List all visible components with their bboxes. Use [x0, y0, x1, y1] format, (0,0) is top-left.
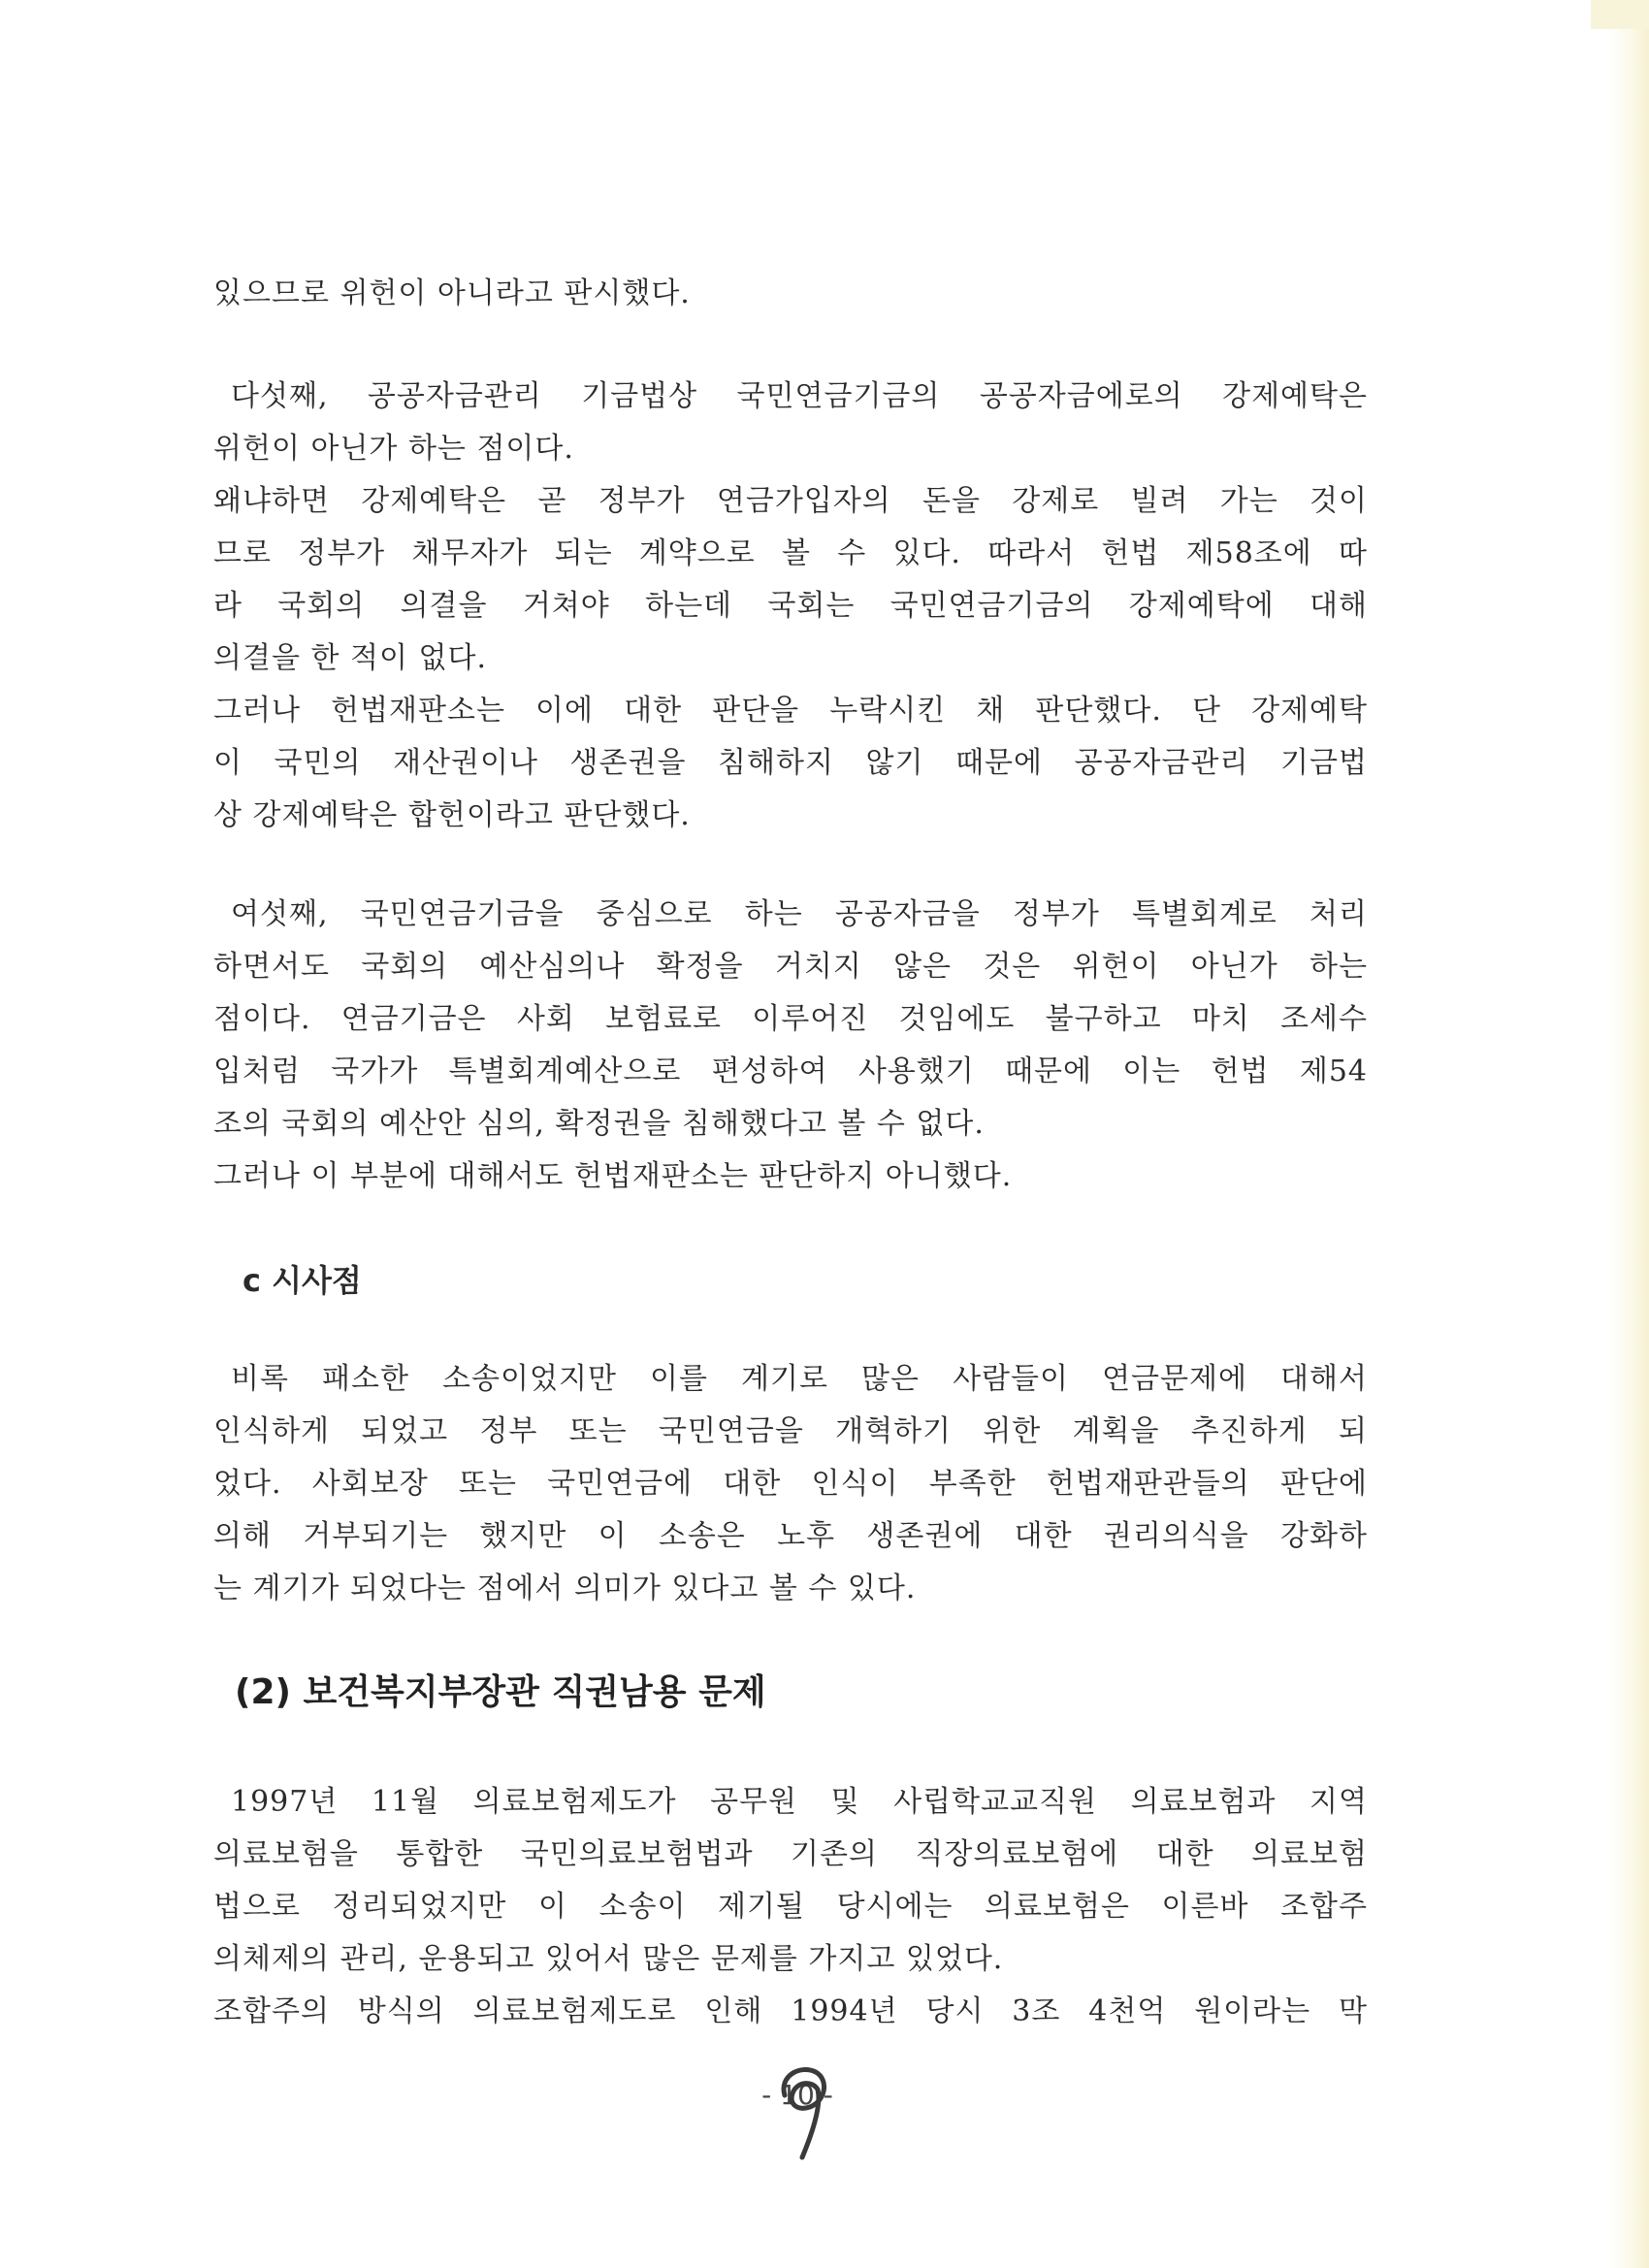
- paragraph-line: 다섯째, 공공자금관리 기금법상 국민연금기금의 공공자금에로의 강제예탁은: [231, 379, 1368, 413]
- paragraph-line: 법으로 정리되었지만 이 소송이 제기될 당시에는 의료보험은 이른바 조합주: [213, 1890, 1368, 1924]
- scan-corner-tint: [1591, 0, 1649, 29]
- paragraph-line: 이 국민의 재산권이나 생존권을 침해하지 않기 때문에 공공자금관리 기금법: [213, 746, 1368, 780]
- subheading-implications: c 시사점: [242, 1262, 362, 1299]
- paragraph-line: 었다. 사회보장 또는 국민연금에 대한 인식이 부족한 헌법재판관들의 판단에: [213, 1467, 1368, 1501]
- paragraph-line: 의해 거부되기는 했지만 이 소송은 노후 생존권에 대한 권리의식을 강화하: [213, 1519, 1368, 1553]
- handwritten-number-mark: [771, 2057, 839, 2163]
- paragraph-line: 점이다. 연금기금은 사회 보험료로 이루어진 것임에도 불구하고 마치 조세수: [213, 1002, 1368, 1036]
- scan-paper-edge: [1610, 0, 1649, 2268]
- paragraph-line: 그러나 헌법재판소는 이에 대한 판단을 누락시킨 채 판단했다. 단 강제예탁: [213, 694, 1368, 728]
- paragraph-line: 하면서도 국회의 예산심의나 확정을 거치지 않은 것은 위헌이 아닌가 하는: [213, 950, 1368, 984]
- paragraph-line: 는 계기가 되었다는 점에서 의미가 있다고 볼 수 있다.: [213, 1571, 917, 1605]
- paragraph-line: 1997년 11월 의료보험제도가 공무원 및 사립학교교직원 의료보험과 지역: [231, 1785, 1368, 1819]
- paragraph-line: 그러나 이 부분에 대해서도 헌법재판소는 판단하지 아니했다.: [213, 1159, 1013, 1193]
- paragraph-line: 의결을 한 적이 없다.: [213, 641, 487, 675]
- paragraph-line: 위헌이 아닌가 하는 점이다.: [213, 432, 574, 466]
- paragraph-line: 상 강제예탁은 합헌이라고 판단했다.: [213, 798, 691, 832]
- paragraph-line: 왜냐하면 강제예탁은 곧 정부가 연금가입자의 돈을 강제로 빌려 가는 것이: [213, 484, 1368, 518]
- page-number: - 10 -: [761, 2079, 833, 2111]
- paragraph-line: 비록 패소한 소송이었지만 이를 계기로 많은 사람들이 연금문제에 대해서: [231, 1362, 1368, 1396]
- paragraph-line: 인식하게 되었고 정부 또는 국민연금을 개혁하기 위한 계획을 추진하게 되: [213, 1414, 1368, 1448]
- paragraph-line: 여섯째, 국민연금기금을 중심으로 하는 공공자금을 정부가 특별회계로 처리: [231, 897, 1368, 931]
- paragraph-line: 조의 국회의 예산안 심의, 확정권을 침해했다고 볼 수 없다.: [213, 1107, 985, 1141]
- section-heading: (2) 보건복지부장관 직권남용 문제: [235, 1672, 766, 1712]
- paragraph-line: 라 국회의 의결을 거쳐야 하는데 국회는 국민연금기금의 강제예탁에 대해: [213, 589, 1368, 623]
- paragraph-line: 의체제의 관리, 운용되고 있어서 많은 문제를 가지고 있었다.: [213, 1942, 1004, 1976]
- paragraph-line: 의료보험을 통합한 국민의료보험법과 기존의 직장의료보험에 대한 의료보험: [213, 1837, 1368, 1871]
- paragraph-line: 있으므로 위헌이 아니라고 판시했다.: [213, 276, 691, 310]
- paragraph-line: 므로 정부가 채무자가 되는 계약으로 볼 수 있다. 따라서 헌법 제58조에 따: [213, 536, 1368, 570]
- paragraph-line: 입처럼 국가가 특별회계예산으로 편성하여 사용했기 때문에 이는 헌법 제54: [213, 1054, 1368, 1088]
- paragraph-line: 조합주의 방식의 의료보험제도로 인해 1994년 당시 3조 4천억 원이라는 막: [213, 1994, 1368, 2028]
